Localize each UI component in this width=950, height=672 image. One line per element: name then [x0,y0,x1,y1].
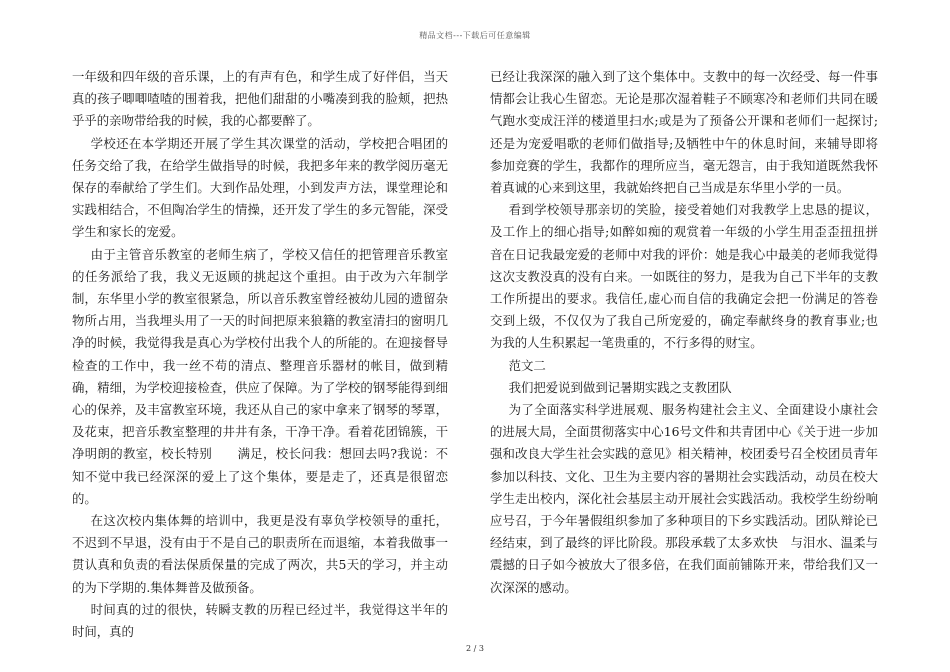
paragraph: 在这次校内集体舞的培训中，我更是没有辜负学校领导的重托，不迟到不早退，没有由于不是自己的职责所在而退缩，本着我做事一贯认真和负责的看法保质保量的完成了两次，共5天的学习，并主动的为下学期的.集体舞普及做预备。 [72,513,448,595]
paragraph: 由于主管音乐教室的老师生病了，学校又信任的把管理音乐教室的任务派给了我，我义无返顾的挑起这个重担。由于改为六年制学制，东华里小学的教室很紧急，所以音乐教室曾经被幼儿园的遗留杂物所占用，当我埋头用了一天的时间把原来狼籍的教室清扫的窗明几净的时候，我觉得我是真心为学校付出我个人的所能的。在迎接督导检查的工作中，我一丝不苟的清点、整理音乐器材的帐目，做到精确，精细，为学校迎接检查，供应了保障。为了学校的钢琴能得到细心的保养，及丰富教室环境，我还从自己的家中拿来了钢琴的琴罩，及花束，把音乐教室整理的井井有条，干净干净。看着花团锦簇，干净明朗的教室，校长特别 满足，校长问我：想回去吗?我说：不知不觉中我已经深深的爱上了这个集体，要是走了，还真是很留恋的。 [72,246,448,506]
paragraph: 一年级和四年级的音乐课，上的有声有色，和学生成了好伴侣，当天真的孩子唧唧喳喳的围着我，把他们甜甜的小嘴凑到我的脸颊，把热乎乎的亲吻带给我的时候，我的心都要醉了。 [72,69,448,129]
paragraph: 已经让我深深的融入到了这个集体中。支教中的每一次经受、每一件事情都会让我心生留恋。无论是那次湿着鞋子不顾寒冷和老师们共同在暖气跑水变成汪洋的楼道里扫水;或是为了预备公开课和老师们一起探讨;还是为宠爱唱歌的老师们做指导;及牺牲中午的休息时间，来辅导即将参加竞赛的学生，我都作的理所应当，毫无怨言，由于我知道既然我怀着真诚的心来到这里，我就始终把自己当成是东华里小学的一员。 [490,69,878,196]
paragraph: 时间真的过的很快，转瞬支教的历程已经过半，我觉得这半年的时间，真的 [72,601,448,640]
paragraph: 学校还在本学期还开展了学生其次课堂的活动，学校把合唱团的任务交给了我，在给学生做指导的时候，我把多年来的教学阅历毫无保存的奉献给了学生们。大到作品处理，小到发声方法，课堂理论和实践相结合，不但陶冶学生的情操，还开发了学生的多元智能，深受学生和家长的宠爱。 [72,135,448,240]
left-column [72,66,448,643]
page-number: 2 / 3 [466,644,484,653]
page-header: 精品文档---下载后可任意编辑 [419,31,531,40]
paragraph: 为了全面落实科学进展观、服务构建社会主义、全面建设小康社会的进展大局，全面贯彻落实中心16号文件和共青团中心《关于进一步加强和改良大学生社会实践的意见》相关精神，校团委号召全校团员青年参加以科技、文化、卫生为主要内容的暑期社会实践活动，动员在校大学生走出校内，深化社会基层主动开展社会实践活动。我校学生纷纷响应号召，于今年暑假组织参加了多种项目的下乡实践活动。团队辩论已经结束，到了最终的评比阶段。那段承载了太多欢快 与泪水、温柔与震撼的日子如今被放大了很多倍，在我们面前铺陈开来，带给我们又一次深深的感动。 [490,402,878,595]
article-title: 我们把爱说到做到记暑期实践之支教团队 [508,379,732,395]
right-column [490,66,878,599]
paragraph: 看到学校领导那亲切的笑脸，接受着她们对我教学上忠恳的提议，及工作上的细心指导;如醉如痴的观赏着一年级的小学生用歪歪扭扭拼音在日记我最宠爱的老师中对我的评价：她是我心中最美的老师我觉得这次支教没真的没有白来。一如既往的努力，是我为自己下半年的支教工作所提出的要求。我信任,虚心而自信的我确定会把一份满足的答卷交到上级，不仅仅为了我自己所宠爱的，确定奉献终身的教育事业;也为我的人生积累起一笔贵重的，不行多得的财宝。 [490,202,878,351]
section-heading: 范文二 [508,357,546,373]
